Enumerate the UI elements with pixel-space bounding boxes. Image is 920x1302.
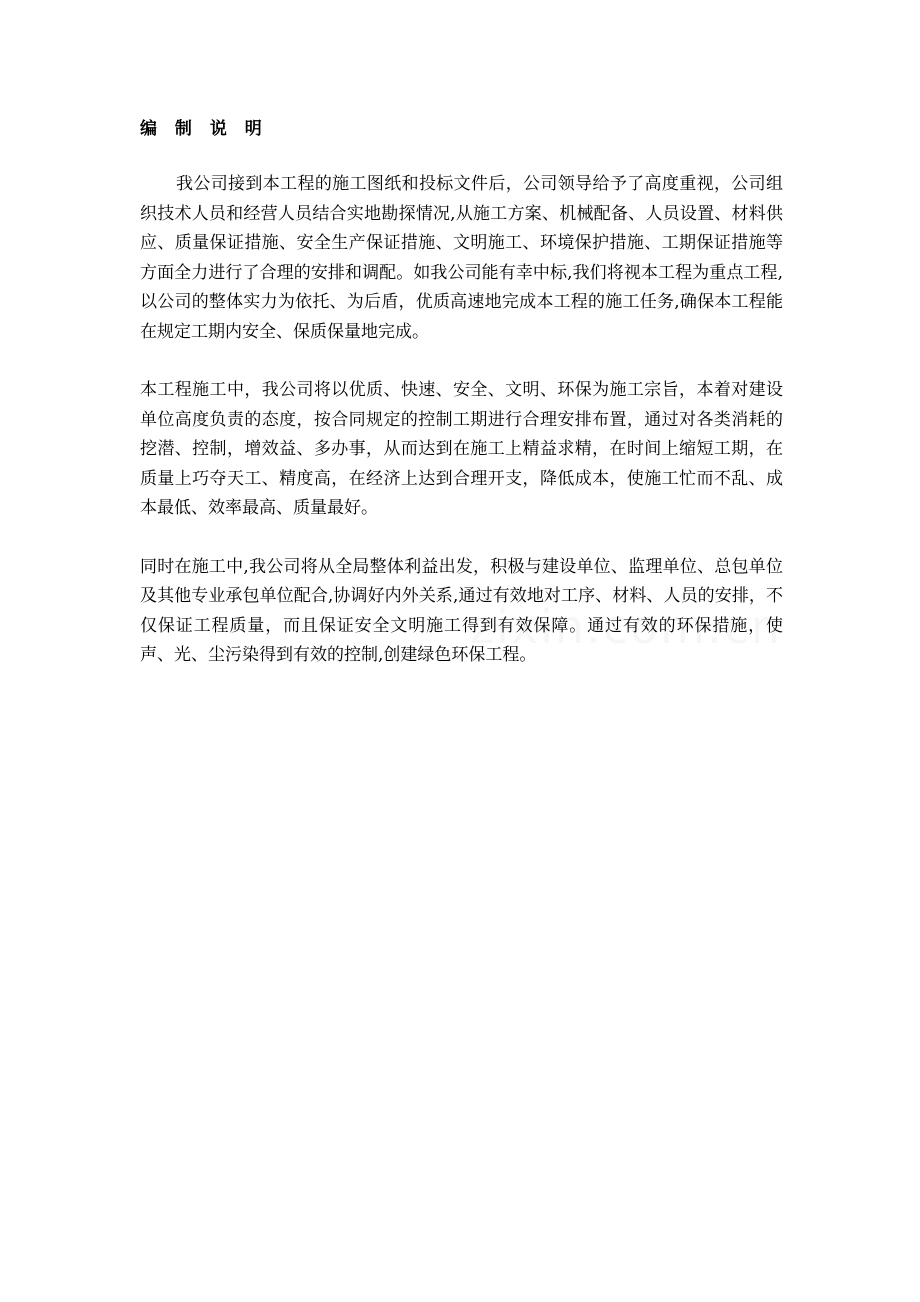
- document-body: [140, 116, 783, 700]
- paragraph-coordination: 同时在施工中,我公司将从全局整体利益出发，积极与建设单位、监理单位、总包单位及其他专业承包单位配合,协调好内外关系,通过有效地对工序、材料、人员的安排，不仅保证工程质量，而且保证安全文明施工得到有效保障。通过有效的环保措施，使声、光、尘污染得到有效的控制,创建绿色环保工程。: [140, 556, 783, 665]
- document-title: 编 制 说 明: [140, 119, 268, 139]
- paragraph-construction-goals: 本工程施工中，我公司将以优质、快速、安全、文明、环保为施工宗旨，本着对建设单位高度负责的态度，按合同规定的控制工期进行合理安排布置，通过对各类消耗的挖潜、控制，增效益、多办事，从而达到在施工上精益求精，在时间上缩短工期，在质量上巧夺天工、精度高，在经济上达到合理开支，降低成本，使施工忙而不乱、成本最低、效率最高、质量最好。: [140, 380, 783, 518]
- paragraph-intro: 我公司接到本工程的施工图纸和投标文件后，公司领导给予了高度重视，公司组织技术人员和经营人员结合实地勘探情况,从施工方案、机械配备、人员设置、材料供应、质量保证措施、安全生产保证措施、文明施工、环境保护措施、工期保证措施等方面全力进行了合理的安排和调配。如我公司能有幸中标,我们将视本工程为重点工程,以公司的整体实力为依托、为后盾，优质高速地完成本工程的施工任务,确保本工程能在规定工期内安全、保质保量地完成。: [140, 174, 783, 342]
